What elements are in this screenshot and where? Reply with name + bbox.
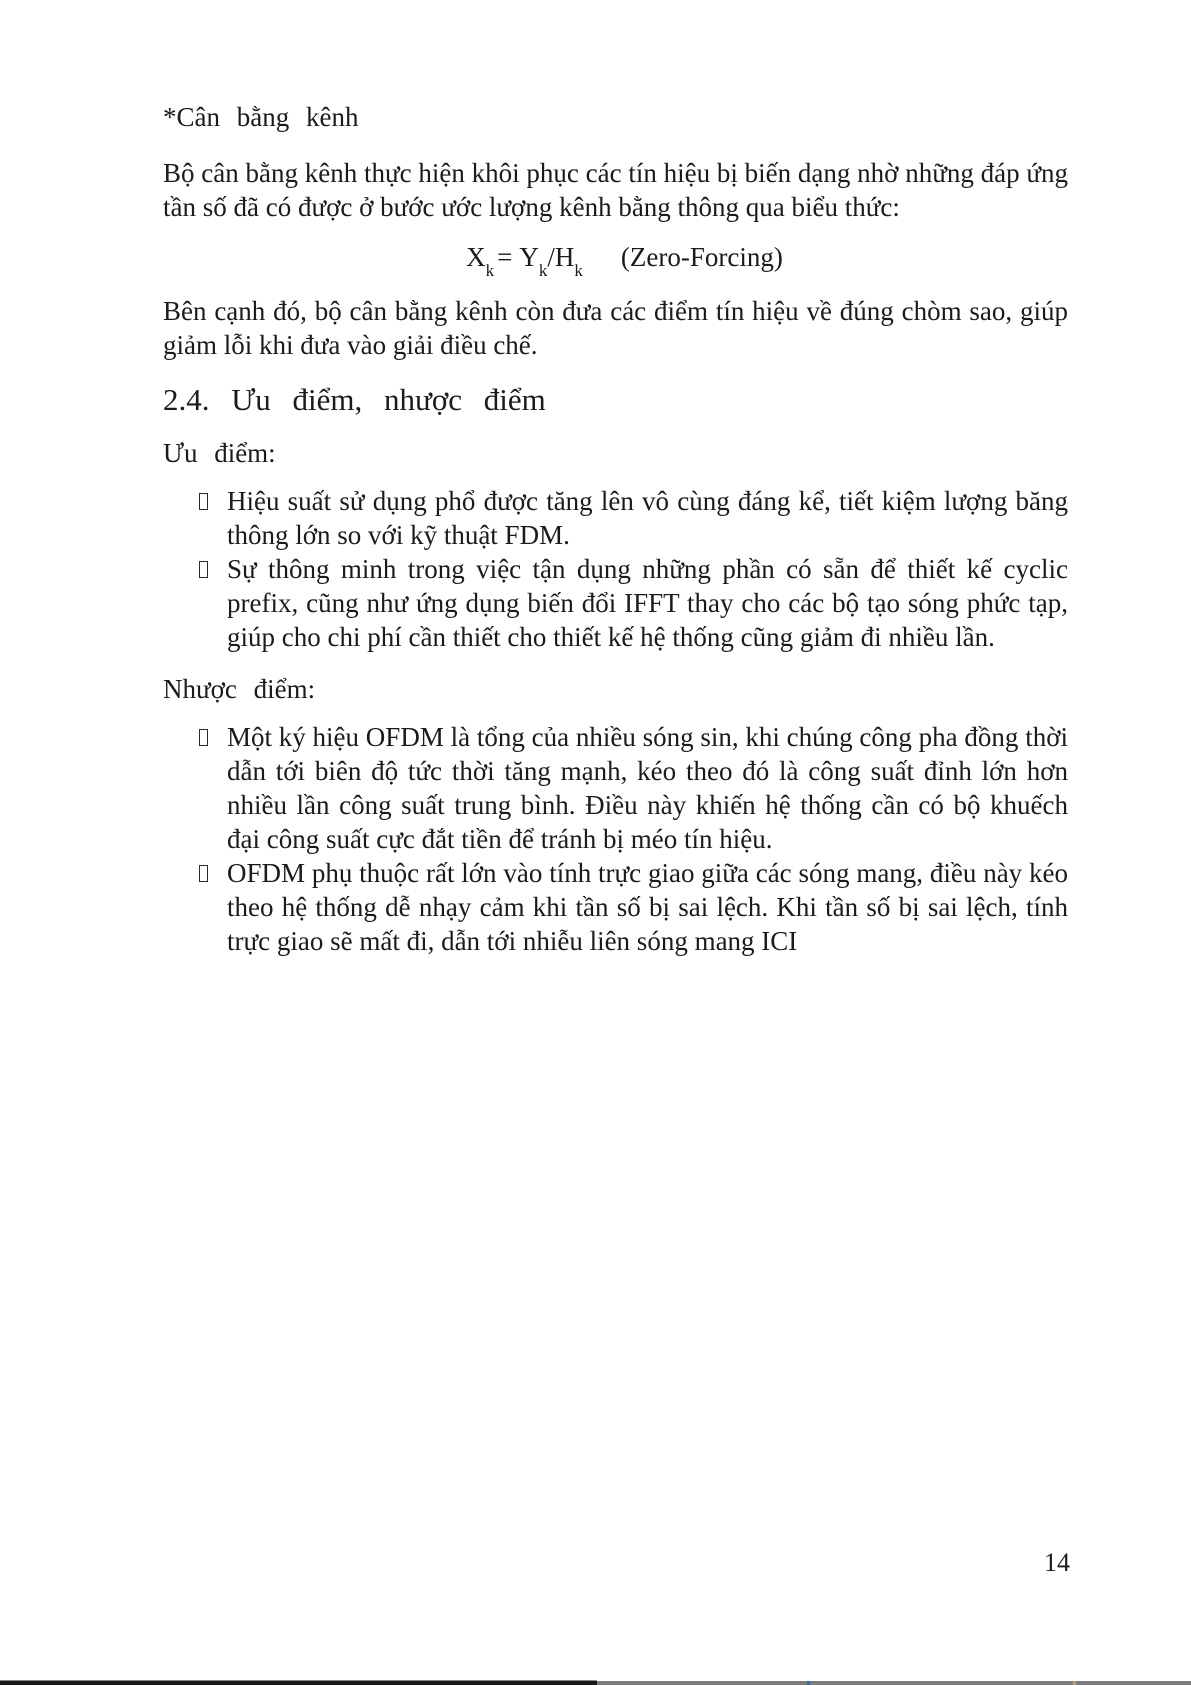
paragraph-channel-equalization: Bộ cân bằng kênh thực hiện khôi phục các tín hiệu bị biến dạng nhờ những đáp ứng tần số đã có được ở bước ước lượng kênh bằng thông qua biểu thức:	[163, 158, 1068, 222]
disadvantages-label: Nhược điểm:	[163, 674, 316, 704]
section-heading-2-4: 2.4. Ưu điểm, nhược điểm	[163, 382, 546, 417]
formula-numerator-subscript: k	[538, 261, 548, 281]
formula-divide-sign: /	[547, 242, 555, 272]
list-item-text: Một ký hiệu OFDM là tổng của nhiều sóng sin, khi chúng công pha đồng thời dẫn tới biên độ tức thời tăng mạnh, kéo theo đó là công suất đỉnh lớn hơn nhiều lần công suất trung bình. Điều này khiến hệ thống cần có bộ khuếch đại công suất cực đắt tiền để tránh bị méo tín hiệu.	[227, 722, 1068, 854]
bottom-edge-gray-segment	[597, 1681, 1191, 1685]
bottom-edge-dark-segment	[0, 1680, 597, 1685]
bullet-box-icon	[199, 561, 208, 578]
bottom-edge-blue-pixel	[807, 1681, 810, 1685]
channel-equalization-label: *Cân bằng kênh	[163, 102, 359, 132]
bullet-box-icon	[199, 729, 208, 746]
formula-equals-sign: =	[497, 242, 513, 272]
list-item-text: Hiệu suất sử dụng phổ được tăng lên vô cùng đáng kể, tiết kiệm lượng băng thông lớn so với kỹ thuật FDM.	[227, 486, 1068, 550]
advantages-list	[163, 484, 1068, 654]
list-item	[227, 552, 1068, 654]
paragraph-constellation: Bên cạnh đó, bộ cân bằng kênh còn đưa các điểm tín hiệu về đúng chòm sao, giúp giảm lỗi khi đưa vào giải điều chế.	[163, 296, 1068, 360]
bottom-edge-tan-pixel	[1073, 1681, 1076, 1685]
window-bottom-edge	[0, 1679, 1191, 1685]
disadvantages-list	[163, 720, 1068, 958]
list-item	[227, 484, 1068, 552]
bullet-box-icon	[199, 493, 208, 510]
list-item	[227, 856, 1068, 958]
formula-lhs-base: X	[466, 242, 486, 272]
zero-forcing-formula	[163, 240, 1068, 281]
formula-denominator-base: H	[554, 242, 575, 272]
formula-annotation: (Zero-Forcing)	[620, 242, 783, 272]
formula-denominator-subscript: k	[574, 261, 583, 281]
formula-lhs-subscript: k	[485, 261, 495, 281]
advantages-label: Ưu điểm:	[163, 438, 276, 468]
document-page-content	[163, 100, 1068, 958]
list-item	[227, 720, 1068, 856]
page-number: 14	[1044, 1548, 1070, 1577]
list-item-text: Sự thông minh trong việc tận dụng những phần có sẵn để thiết kế cyclic prefix, cũng như ứng dụng biến đổi IFFT thay cho các bộ tạo sóng phức tạp, giúp cho chi phí cần thiết cho thiết kế hệ thống cũng giảm đi nhiều lần.	[227, 554, 1068, 652]
bullet-box-icon	[199, 865, 208, 882]
list-item-text: OFDM phụ thuộc rất lớn vào tính trực giao giữa các sóng mang, điều này kéo theo hệ thống dễ nhạy cảm khi tần số bị sai lệch. Khi tần số bị sai lệch, tính trực giao sẽ mất đi, dẫn tới nhiễu liên sóng mang ICI	[227, 858, 1068, 956]
formula-numerator-base: Y	[519, 242, 539, 272]
